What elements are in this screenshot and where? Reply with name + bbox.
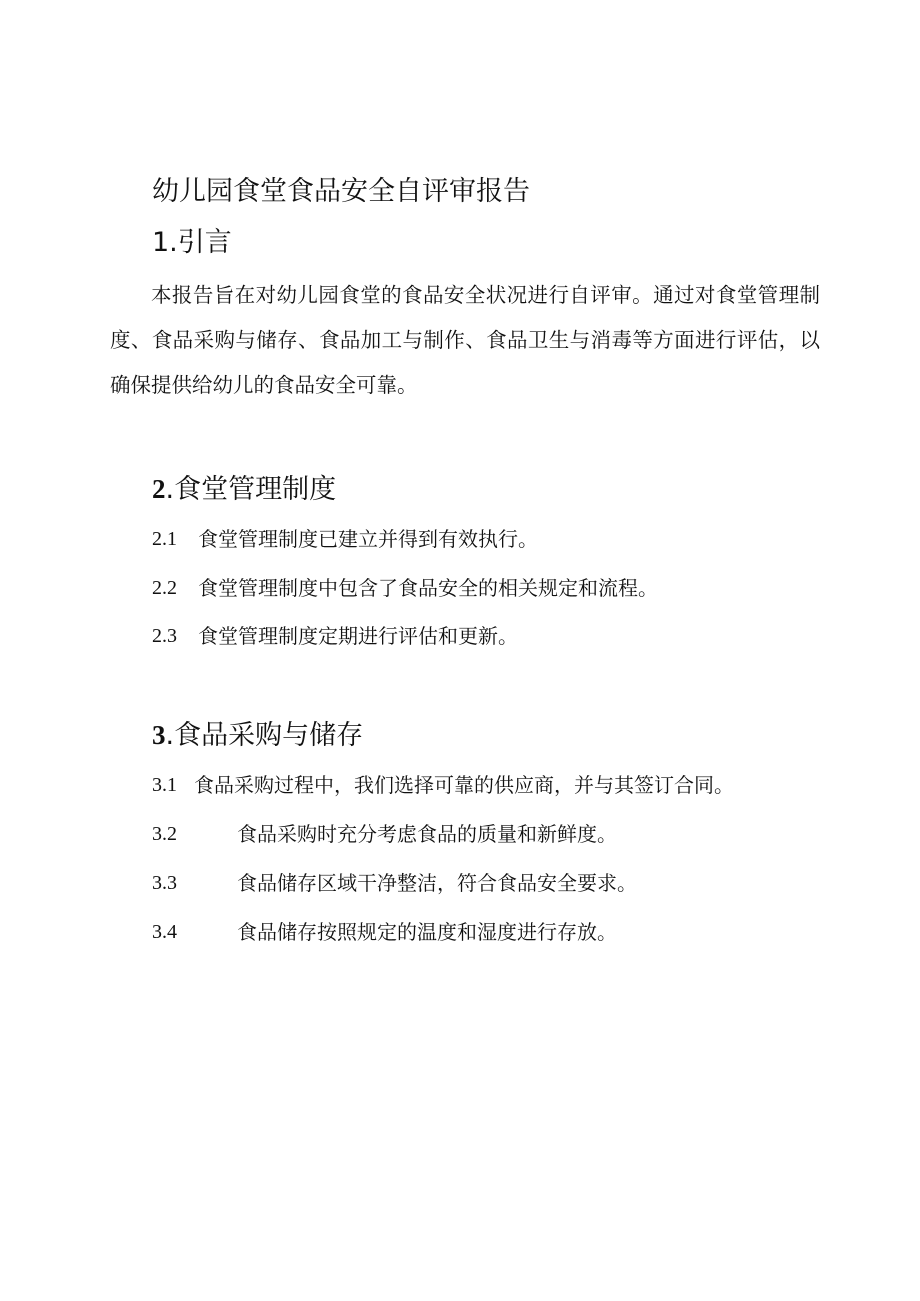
item-number: 2.3 [152,625,177,647]
item-text: 食堂管理制度已建立并得到有效执行。 [198,527,538,551]
section-3-number: 3 [152,720,166,750]
item-number: 3.1 [152,774,177,796]
section-2-heading [152,472,336,507]
item-number: 2.1 [152,528,177,550]
item-number: 2.2 [152,577,177,599]
section-3-title: .食品采购与储存 [165,720,364,751]
section-1-heading: 1.引言 [152,227,232,258]
item-text: 食品储存区域干净整洁，符合食品安全要求。 [237,871,637,895]
section-1-paragraph: 本报告旨在对幼儿园食堂的食品安全状况进行自评审。通过对食堂管理制度、食品采购与储存、食品加工与制作、食品卫生与消毒等方面进行评估，以确保提供给幼儿的食品安全可靠。 [110,283,820,397]
item-number: 3.4 [152,921,177,943]
item-number: 3.3 [152,872,177,894]
item-text: 食品采购时充分考虑食品的质量和新鲜度。 [237,822,617,846]
item-text: 食品采购过程中，我们选择可靠的供应商，并与其签订合同。 [194,773,734,797]
section-3-heading [152,718,363,753]
item-number: 3.2 [152,823,177,845]
item-text: 食品储存按照规定的温度和湿度进行存放。 [237,920,617,944]
item-text: 食堂管理制度中包含了食品安全的相关规定和流程。 [198,576,658,600]
section-2-title: .食堂管理制度 [165,474,337,505]
section-2-number: 2 [152,474,166,504]
document-title: 幼儿园食堂食品安全自评审报告 [152,176,530,207]
item-text: 食堂管理制度定期进行评估和更新。 [198,624,518,648]
